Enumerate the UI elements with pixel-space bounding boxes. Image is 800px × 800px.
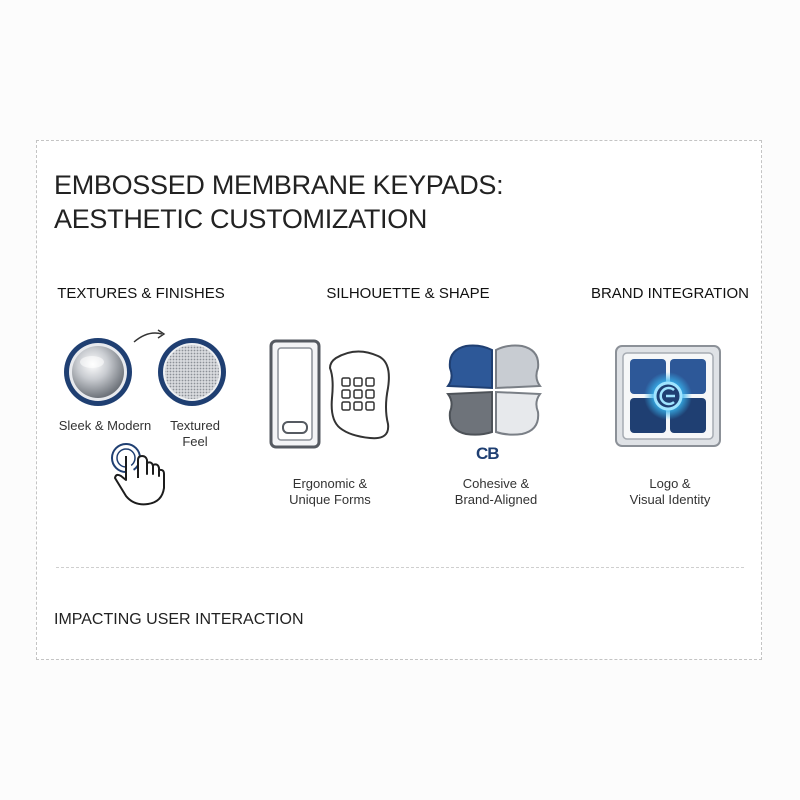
page-title (54, 168, 694, 236)
caption-textured-feel: Textured Feel (170, 418, 220, 449)
caption-sleek-modern: Sleek & Modern (58, 418, 152, 433)
logo-keypad-icon (614, 344, 722, 448)
title-line-1: EMBOSSED MEMBRANE KEYPADS: (54, 170, 504, 200)
glossy-button-icon (62, 334, 142, 414)
footer-text: IMPACTING USER INTERACTION (54, 611, 304, 628)
cb-monogram-badge: CB (476, 444, 499, 463)
caption-cohesive: Cohesive & Brand-Aligned (454, 476, 538, 507)
section-heading-textures: TEXTURES & FINISHES (57, 285, 225, 302)
section-heading-silhouette: SILHOUETTE & SHAPE (326, 285, 490, 302)
finger-press-icon (104, 440, 184, 510)
divider (56, 567, 744, 568)
four-petal-keypad-icon (444, 344, 544, 436)
title-line-2: AESTHETIC CUSTOMIZATION (54, 204, 428, 234)
caption-ergonomic: Ergonomic & Unique Forms (289, 476, 371, 507)
caption-logo-identity: Logo & Visual Identity (629, 476, 711, 507)
textured-button-icon (154, 334, 234, 414)
slim-keypad-icon (268, 338, 322, 452)
ergonomic-keypad-icon (326, 348, 396, 444)
section-heading-brand: BRAND INTEGRATION (590, 285, 750, 302)
